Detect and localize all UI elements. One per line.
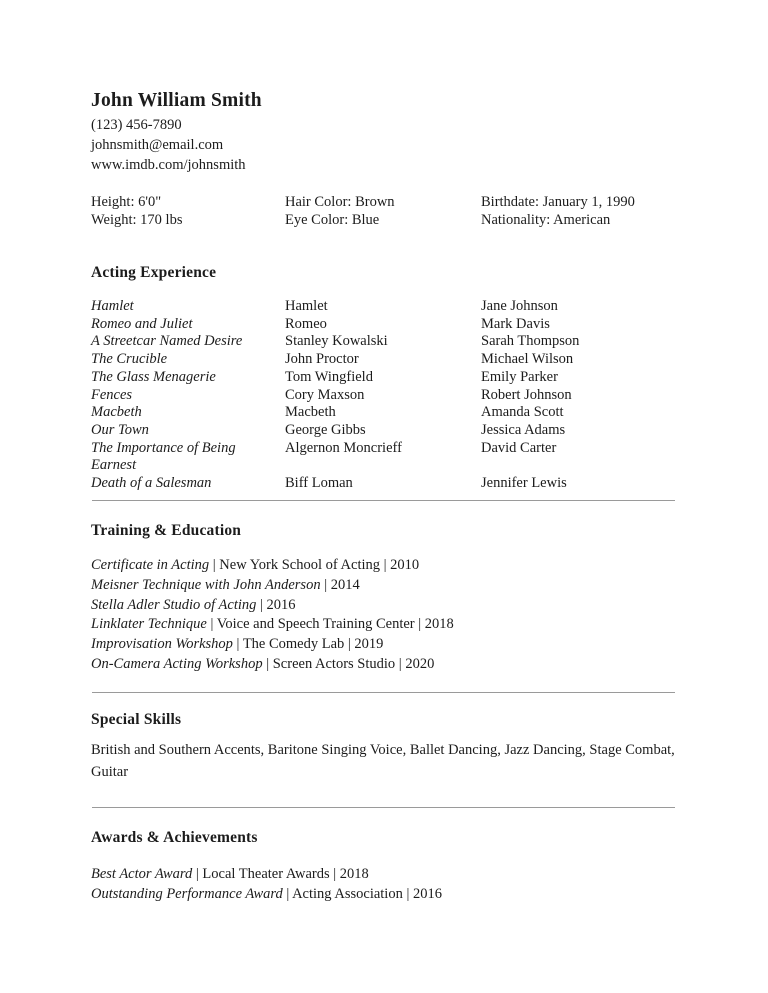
contact-website: www.imdb.com/johnsmith [91, 157, 246, 173]
production-title: Hamlet [91, 298, 134, 314]
section-divider [92, 692, 675, 693]
skills-paragraph: British and Southern Accents, Baritone Singing Voice, Ballet Dancing, Jazz Dancing, Stage Combat, Guitar [91, 742, 675, 780]
award-title: Outstanding Performance Award [91, 886, 283, 902]
production-title: The Crucible [91, 351, 168, 368]
role-name: Macbeth [285, 404, 336, 421]
section-divider [92, 807, 675, 808]
page-title: John William Smith [91, 90, 262, 111]
section-divider [92, 500, 675, 501]
vitals-height: Height: 6'0" [91, 194, 162, 210]
production-title: A Streetcar Named Desire [91, 333, 243, 350]
training-title: Improvisation Workshop [91, 636, 233, 653]
section-heading-awards: Awards & Achievements [91, 829, 258, 846]
production-title: Romeo and Juliet [91, 315, 193, 332]
training-detail: | 2014 [320, 576, 360, 593]
awards-list [91, 864, 675, 904]
training-detail: | The Comedy Lab | 2019 [232, 636, 384, 653]
training-detail: | 2016 [256, 596, 296, 613]
vitals-hair: Hair Color: Brown [285, 194, 395, 210]
role-name: Algernon Moncrieff [285, 439, 402, 456]
credit-name: Michael Wilson [481, 351, 574, 368]
list-item [91, 576, 675, 596]
production-title: Macbeth [91, 404, 142, 421]
section-heading-training: Training & Education [91, 522, 242, 539]
credit-name: Emily Parker [481, 368, 558, 385]
credit-name: Jane Johnson [481, 298, 558, 314]
credit-name: Jessica Adams [481, 421, 566, 438]
vitals-nationality: Nationality: American [481, 211, 611, 228]
list-item [91, 596, 675, 616]
award-detail: | Acting Association | 2016 [282, 886, 442, 902]
role-name: Hamlet [285, 298, 328, 314]
production-title: The Glass Menagerie [91, 368, 216, 385]
role-name: Biff Loman [285, 475, 353, 492]
role-name: Tom Wingfield [285, 368, 373, 385]
list-item [91, 556, 675, 576]
training-title: Linklater Technique [91, 616, 207, 633]
award-title: Best Actor Award [91, 866, 193, 882]
section-heading-skills: Special Skills [91, 711, 182, 728]
role-name: Cory Maxson [285, 386, 365, 403]
list-item [91, 615, 675, 635]
award-detail: | Local Theater Awards | 2018 [192, 866, 369, 882]
training-title: On-Camera Acting Workshop [91, 655, 263, 672]
list-item [91, 655, 675, 675]
credit-name: Sarah Thompson [481, 333, 580, 350]
credit-name: Jennifer Lewis [481, 475, 567, 492]
role-name: George Gibbs [285, 421, 366, 438]
production-title: Fences [91, 386, 133, 403]
contact-email: johnsmith@email.com [91, 137, 224, 153]
training-title: Meisner Technique with John Anderson [91, 576, 321, 593]
list-item [91, 864, 675, 884]
vitals-weight: Weight: 170 lbs [91, 211, 183, 228]
role-name: Stanley Kowalski [285, 333, 388, 350]
production-title: The Importance of Being Earnest [91, 439, 236, 474]
training-detail: | Screen Actors Studio | 2020 [262, 655, 435, 672]
credit-name: Robert Johnson [481, 386, 572, 403]
training-detail: | New York School of Acting | 2010 [209, 557, 420, 573]
contact-phone: (123) 456-7890 [91, 117, 182, 133]
role-name: John Proctor [285, 351, 359, 368]
role-name: Romeo [285, 315, 327, 332]
production-title: Death of a Salesman [91, 475, 212, 492]
training-title: Stella Adler Studio of Acting [91, 596, 257, 613]
production-title: Our Town [91, 421, 149, 438]
training-title: Certificate in Acting [91, 557, 210, 573]
list-item [91, 635, 675, 655]
vitals-eyes: Eye Color: Blue [285, 211, 380, 228]
credit-name: Amanda Scott [481, 404, 564, 421]
experience-table [91, 298, 675, 493]
credit-name: Mark Davis [481, 315, 550, 332]
contact-block [91, 115, 675, 175]
list-item [91, 884, 675, 904]
training-detail: | Voice and Speech Training Center | 2018 [206, 616, 454, 633]
training-list [91, 556, 675, 675]
section-heading-experience: Acting Experience [91, 264, 217, 281]
vitals-grid [91, 194, 675, 229]
vitals-birthdate: Birthdate: January 1, 1990 [481, 194, 635, 210]
credit-name: David Carter [481, 439, 557, 456]
